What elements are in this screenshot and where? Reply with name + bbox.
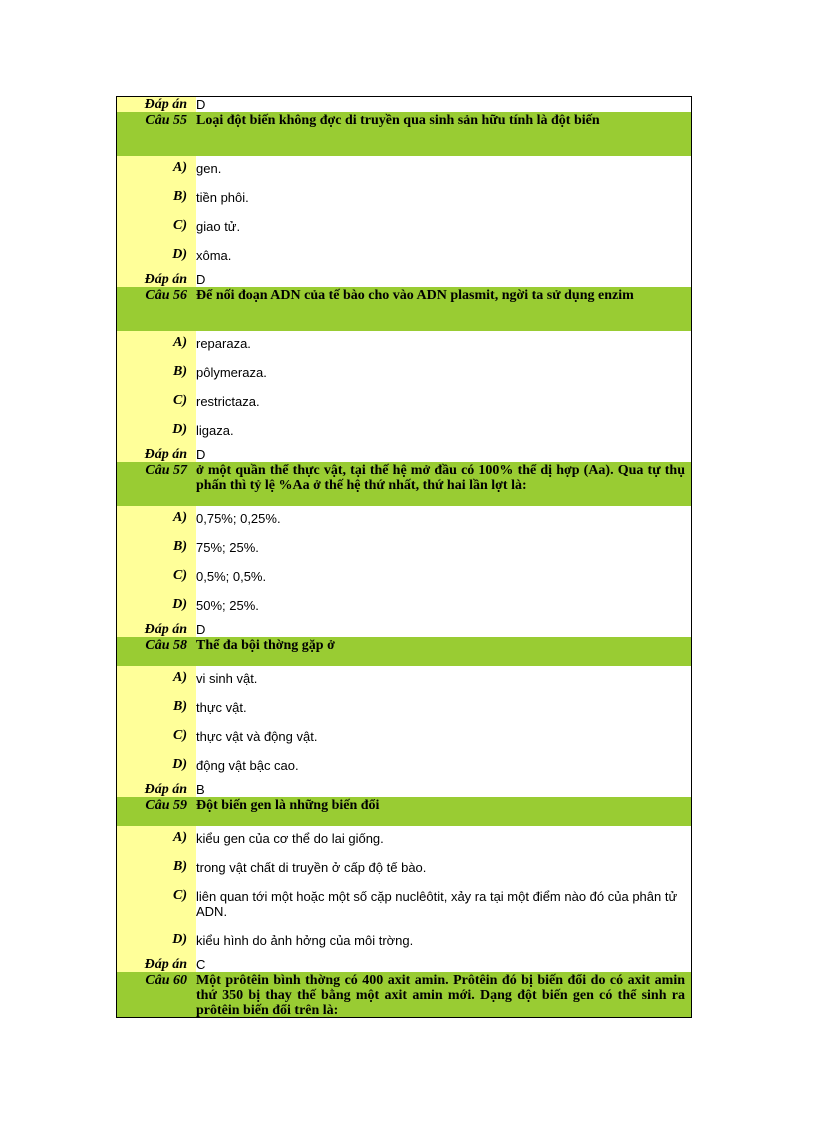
- option-row-a: [117, 156, 691, 185]
- option-row-d: [117, 753, 691, 782]
- option-row-b: [117, 185, 691, 214]
- question-row: [117, 112, 691, 156]
- option-label: C): [117, 884, 196, 928]
- option-label: B): [117, 535, 196, 564]
- question-text: Một prôtêin bình thờng có 400 axit amin. Prôtêin đó bị biến đổi do có axit amin thứ 350 bị thay thế bằng một axit amin mới. Dạng đột biến gen có thể sinh ra prôtêin biến đổi trên là:: [196, 972, 691, 1017]
- question-number: Câu 55: [117, 112, 196, 156]
- option-text: thực vật và động vật.: [196, 724, 691, 753]
- option-row-c: [117, 724, 691, 753]
- option-text: reparaza.: [196, 331, 691, 360]
- option-text: động vật bậc cao.: [196, 753, 691, 782]
- option-text: ligaza.: [196, 418, 691, 447]
- option-row-c: [117, 564, 691, 593]
- option-text: kiểu gen của cơ thể do lai giống.: [196, 826, 691, 855]
- answer-value: D: [196, 97, 691, 112]
- option-text: trong vật chất di truyền ở cấp độ tế bào.: [196, 855, 691, 884]
- question-text: Thể đa bội thờng gặp ở: [196, 637, 691, 666]
- option-label: D): [117, 593, 196, 622]
- question-sheet: [116, 96, 692, 1018]
- answer-label: Đáp án: [117, 957, 196, 972]
- answer-label: Đáp án: [117, 272, 196, 287]
- option-text: 0,75%; 0,25%.: [196, 506, 691, 535]
- option-row-d: [117, 928, 691, 957]
- option-label: A): [117, 826, 196, 855]
- answer-label: Đáp án: [117, 782, 196, 797]
- option-label: B): [117, 855, 196, 884]
- option-text: thực vật.: [196, 695, 691, 724]
- answer-label: Đáp án: [117, 97, 196, 112]
- question-row: [117, 797, 691, 826]
- option-label: A): [117, 666, 196, 695]
- option-text: liên quan tới một hoặc một số cặp nuclêôtit, xảy ra tại một điểm nào đó của phân tử ADN.: [196, 884, 691, 928]
- option-text: tiền phôi.: [196, 185, 691, 214]
- answer-label: Đáp án: [117, 447, 196, 462]
- option-row-c: [117, 214, 691, 243]
- question-text: ở một quần thể thực vật, tại thế hệ mở đầu có 100% thể dị hợp (Aa). Qua tự thụ phấn thì tỷ lệ %Aa ở thế hệ thứ nhất, thứ hai lần lợt là:: [196, 462, 691, 506]
- answer-row: [117, 97, 691, 112]
- option-row-d: [117, 418, 691, 447]
- answer-value: C: [196, 957, 691, 972]
- option-label: D): [117, 418, 196, 447]
- question-number: Câu 59: [117, 797, 196, 826]
- option-label: C): [117, 214, 196, 243]
- option-label: C): [117, 389, 196, 418]
- question-row: [117, 287, 691, 331]
- question-row: [117, 972, 691, 1017]
- option-label: D): [117, 243, 196, 272]
- option-label: C): [117, 724, 196, 753]
- option-label: B): [117, 695, 196, 724]
- answer-label: Đáp án: [117, 622, 196, 637]
- option-row-a: [117, 506, 691, 535]
- option-label: A): [117, 506, 196, 535]
- answer-value: D: [196, 622, 691, 637]
- option-row-b: [117, 695, 691, 724]
- question-text: Đột biến gen là những biến đổi: [196, 797, 691, 826]
- question-number: Câu 58: [117, 637, 196, 666]
- question-number: Câu 56: [117, 287, 196, 331]
- question-number: Câu 60: [117, 972, 196, 1017]
- option-label: B): [117, 185, 196, 214]
- answer-row: [117, 782, 691, 797]
- answer-row: [117, 272, 691, 287]
- option-row-c: [117, 884, 691, 928]
- option-text: pôlymeraza.: [196, 360, 691, 389]
- question-number: Câu 57: [117, 462, 196, 506]
- answer-value: D: [196, 272, 691, 287]
- option-label: D): [117, 753, 196, 782]
- question-text: Để nối đoạn ADN của tế bào cho vào ADN plasmit, ngời ta sử dụng enzim: [196, 287, 691, 331]
- option-row-a: [117, 826, 691, 855]
- option-row-b: [117, 855, 691, 884]
- option-row-a: [117, 666, 691, 695]
- option-row-d: [117, 243, 691, 272]
- question-text: Loại đột biến không đợc di truyền qua sinh sản hữu tính là đột biến: [196, 112, 691, 156]
- option-label: A): [117, 331, 196, 360]
- option-label: C): [117, 564, 196, 593]
- option-row-b: [117, 360, 691, 389]
- option-text: vi sinh vật.: [196, 666, 691, 695]
- option-text: 75%; 25%.: [196, 535, 691, 564]
- option-text: gen.: [196, 156, 691, 185]
- option-label: D): [117, 928, 196, 957]
- answer-row: [117, 447, 691, 462]
- answer-value: D: [196, 447, 691, 462]
- option-row-a: [117, 331, 691, 360]
- question-row: [117, 462, 691, 506]
- option-label: B): [117, 360, 196, 389]
- answer-row: [117, 622, 691, 637]
- option-text: kiểu hình do ảnh hởng của môi trờng.: [196, 928, 691, 957]
- answer-value: B: [196, 782, 691, 797]
- option-text: giao tử.: [196, 214, 691, 243]
- question-row: [117, 637, 691, 666]
- answer-row: [117, 957, 691, 972]
- option-text: xôma.: [196, 243, 691, 272]
- option-label: A): [117, 156, 196, 185]
- option-row-d: [117, 593, 691, 622]
- option-text: restrictaza.: [196, 389, 691, 418]
- option-text: 50%; 25%.: [196, 593, 691, 622]
- option-row-c: [117, 389, 691, 418]
- option-text: 0,5%; 0,5%.: [196, 564, 691, 593]
- option-row-b: [117, 535, 691, 564]
